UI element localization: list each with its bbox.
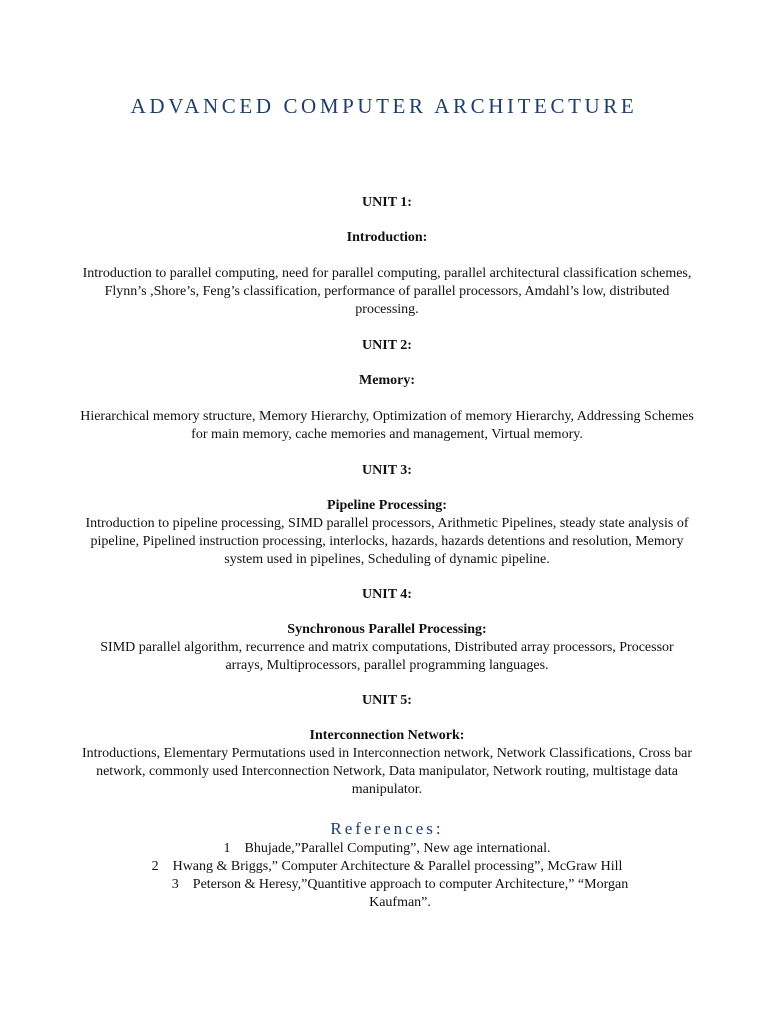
unit-1-heading: UNIT 1: xyxy=(362,195,412,210)
unit-2-content: Hierarchical memory structure, Memory Hierarchy, Optimization of memory Hierarchy, Addressing Schemes for main memory, cache memories and management, Virtual memory. xyxy=(80,409,694,442)
unit-4-heading: UNIT 4: xyxy=(362,587,412,602)
unit-1-content: Introduction to parallel computing, need for parallel computing, parallel architectural classification schemes, Flynn’s ,Shore’s, Feng’s classification, performance of parallel processors, Amdahl’s low, distributed processing. xyxy=(82,266,692,317)
unit-5-content: Introductions, Elementary Permutations used in Interconnection network, Network Classifications, Cross bar network, commonly used Interconnection Network, Data manipulator, Network routing, multistage data manipulator. xyxy=(81,746,693,797)
reference-text: Hwang & Briggs,” Computer Architecture & Parallel processing”, McGraw Hill xyxy=(172,859,623,874)
unit-3-content: Introduction to pipeline processing, SIMD parallel processors, Arithmetic Pipelines, steady state analysis of pipeline, Pipelined instruction processing, interlocks, hazards, hazards detentions and resolution, Memory system used in pipelines, Scheduling of dynamic pipeline. xyxy=(85,516,689,567)
document-title: ADVANCED COMPUTER ARCHITECTURE xyxy=(130,94,638,118)
reference-number: 1 xyxy=(223,841,231,856)
reference-item xyxy=(0,840,768,858)
reference-text: Peterson & Heresy,”Quantitive approach to computer Architecture,” “Morgan Kaufman”. xyxy=(192,877,629,910)
unit-2-heading: UNIT 2: xyxy=(362,338,412,353)
reference-item xyxy=(0,858,768,876)
unit-3-heading: UNIT 3: xyxy=(362,463,412,478)
unit-1-topic: Introduction: xyxy=(346,230,428,245)
unit-5-heading: UNIT 5: xyxy=(362,693,412,708)
unit-4-topic: Synchronous Parallel Processing: xyxy=(287,622,487,637)
reference-number: 3 xyxy=(171,877,179,892)
unit-2-topic: Memory: xyxy=(359,373,415,388)
references-list xyxy=(0,840,768,912)
unit-3-topic: Pipeline Processing: xyxy=(327,498,447,513)
reference-text: Bhujade,”Parallel Computing”, New age international. xyxy=(244,841,551,856)
references-heading: References: xyxy=(330,819,444,838)
reference-number: 2 xyxy=(151,859,159,874)
unit-4-content: SIMD parallel algorithm, recurrence and matrix computations, Distributed array processors, Processor arrays, Multiprocessors, parallel programming languages. xyxy=(100,640,674,673)
reference-item xyxy=(150,876,650,912)
unit-5-topic: Interconnection Network: xyxy=(309,728,465,743)
